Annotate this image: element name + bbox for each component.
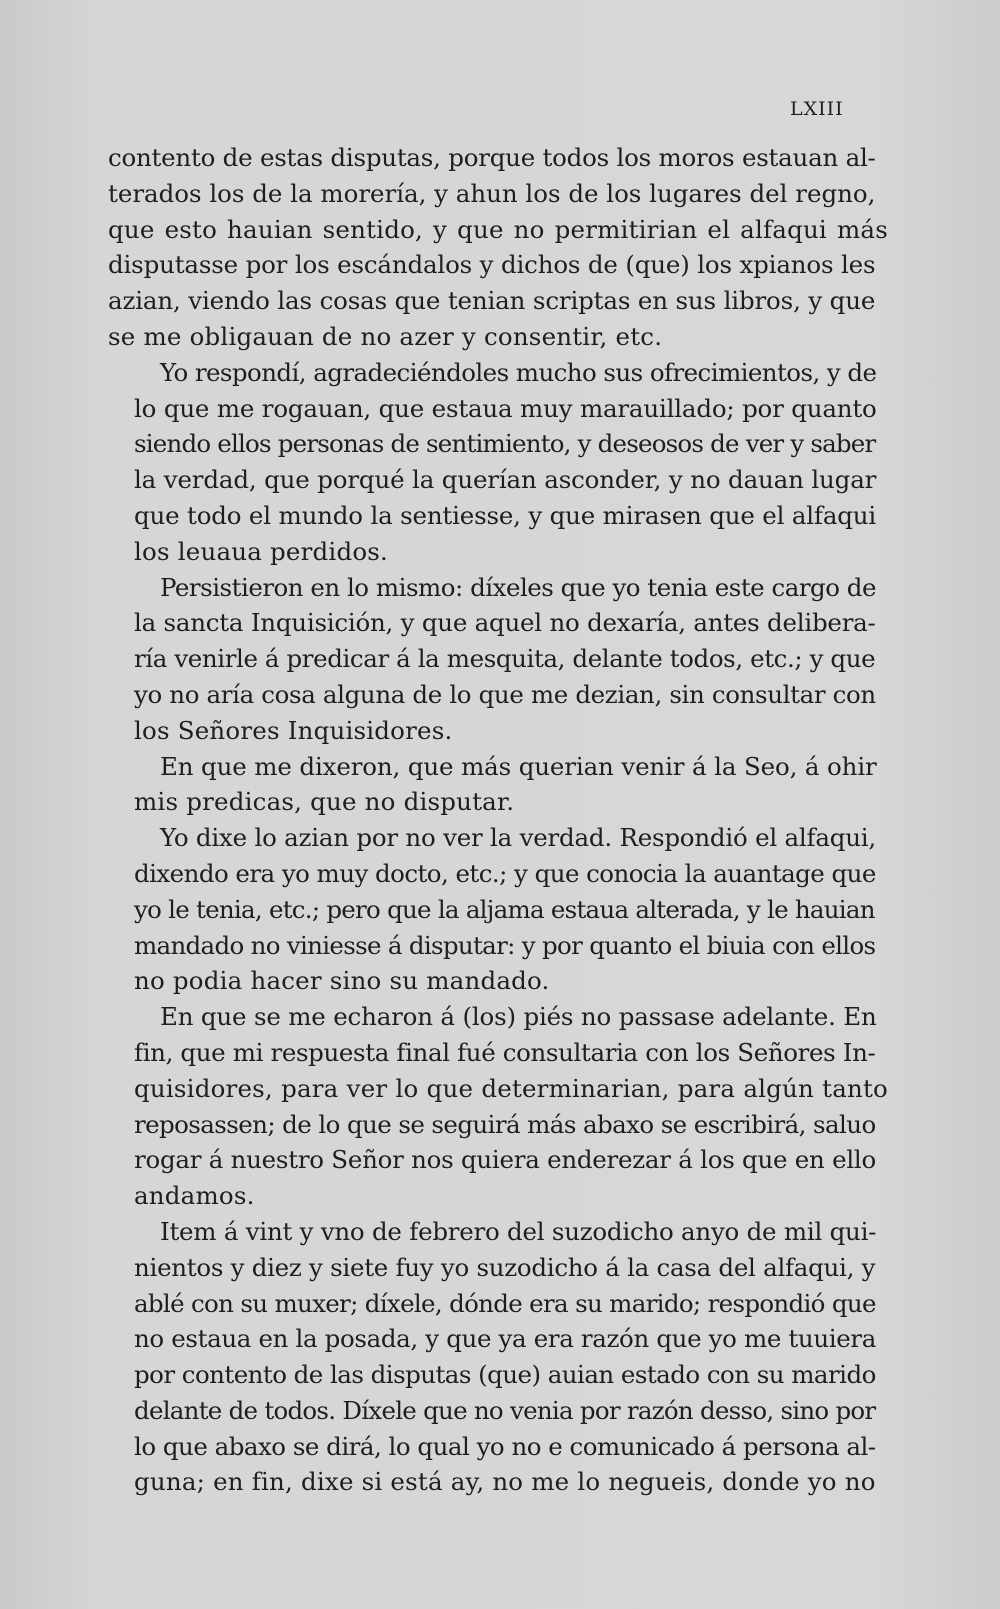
text-line: yo le tenia, etc.; pero que la aljama estaua alterada, y le hauian (134, 894, 875, 924)
text-line: los Señores Inquisidores. (134, 715, 453, 745)
text-line: dixendo era yo muy docto, etc.; y que conocia la auantage que (134, 858, 876, 888)
text-line: rogar á nuestro Señor nos quiera enderezar á los que en ello (134, 1145, 876, 1175)
text-line: los leuaua perdidos. (134, 536, 389, 566)
text-line: mandado no viniesse á disputar: y por quanto el biuia con ellos (134, 930, 876, 960)
text-line: guna; en fin, dixe si está ay, no me lo negueis, donde yo no (134, 1467, 876, 1497)
body-text (108, 140, 908, 1500)
text-line: Persistieron en lo mismo: díxeles que yo tenia este cargo de (160, 572, 876, 602)
text-line: ría venirle á predicar á la mesquita, delante todos, etc.; y que (134, 644, 876, 674)
text-line: yo no aría cosa alguna de lo que me dezian, sin consultar con (134, 679, 876, 709)
text-line: que todo el mundo la sentiesse, y que mirasen que el alfaqui (134, 500, 876, 530)
text-line: disputasse por los escándalos y dichos de (que) los xpianos les (108, 250, 876, 280)
page-number: LXIII (790, 98, 844, 120)
paragraph (108, 820, 908, 999)
text-line: mis predicas, que no disputar. (134, 787, 515, 817)
text-line: siendo ellos personas de sentimiento, y deseosos de ver y saber (134, 429, 876, 459)
text-line: En que se me echaron á (los) piés no passase adelante. En (160, 1002, 877, 1032)
text-line: delante de todos. Díxele que no venia por razón desso, sino por (134, 1395, 876, 1425)
text-line: la sancta Inquisición, y que aquel no dexaría, antes delibera- (134, 608, 876, 638)
text-line: andamos. (134, 1181, 255, 1211)
text-line: quisidores, para ver lo que determinarian, para algún tanto (134, 1073, 888, 1103)
paragraph (108, 355, 908, 570)
paragraph (108, 570, 908, 749)
text-line: contento de estas disputas, porque todos los moros estauan al- (108, 143, 876, 172)
paragraph (108, 749, 908, 821)
text-line: Yo respondí, agradeciéndoles mucho sus ofrecimientos, y de (160, 357, 877, 387)
text-line: azian, viendo las cosas que tenian scriptas en sus libros, y que (108, 286, 876, 316)
text-line: lo que me rogauan, que estaua muy marauillado; por quanto (134, 393, 877, 423)
text-line: terados los de la morería, y ahun los de los lugares del regno, (108, 178, 876, 208)
text-line: En que me dixeron, que más querian venir á la Seo, á ohir (160, 751, 877, 781)
text-line: fin, que mi respuesta final fué consultaria con los Señores In- (134, 1037, 876, 1067)
paragraph (108, 1214, 908, 1500)
text-line: no podia hacer sino su mandado. (134, 966, 550, 996)
text-line: nientos y diez y siete fuy yo suzodicho á la casa del alfaqui, y (134, 1252, 876, 1282)
text-line: la verdad, que porqué la querían asconder, y no dauan lugar (134, 465, 877, 495)
text-line: Yo dixe lo azian por no ver la verdad. Respondió el alfaqui, (160, 823, 876, 853)
text-line: por contento de las disputas (que) auian estado con su marido (134, 1360, 876, 1390)
paragraph (108, 140, 908, 355)
text-line: reposassen; de lo que se seguirá más abaxo se escribirá, saluo (134, 1109, 876, 1139)
text-line: ablé con su muxer; díxele, dónde era su marido; respondió que (134, 1288, 876, 1318)
paragraph (108, 999, 908, 1214)
text-line: se me obligauan de no azer y consentir, etc. (108, 321, 663, 351)
text-line: Item á vint y vno de febrero del suzodicho anyo de mil qui- (160, 1216, 877, 1246)
text-line: lo que abaxo se dirá, lo qual yo no e comunicado á persona al- (134, 1431, 876, 1461)
text-line: que esto hauian sentido, y que no permitirian el alfaqui más (108, 214, 888, 244)
text-line: no estaua en la posada, y que ya era razón que yo me tuuiera (134, 1324, 876, 1354)
